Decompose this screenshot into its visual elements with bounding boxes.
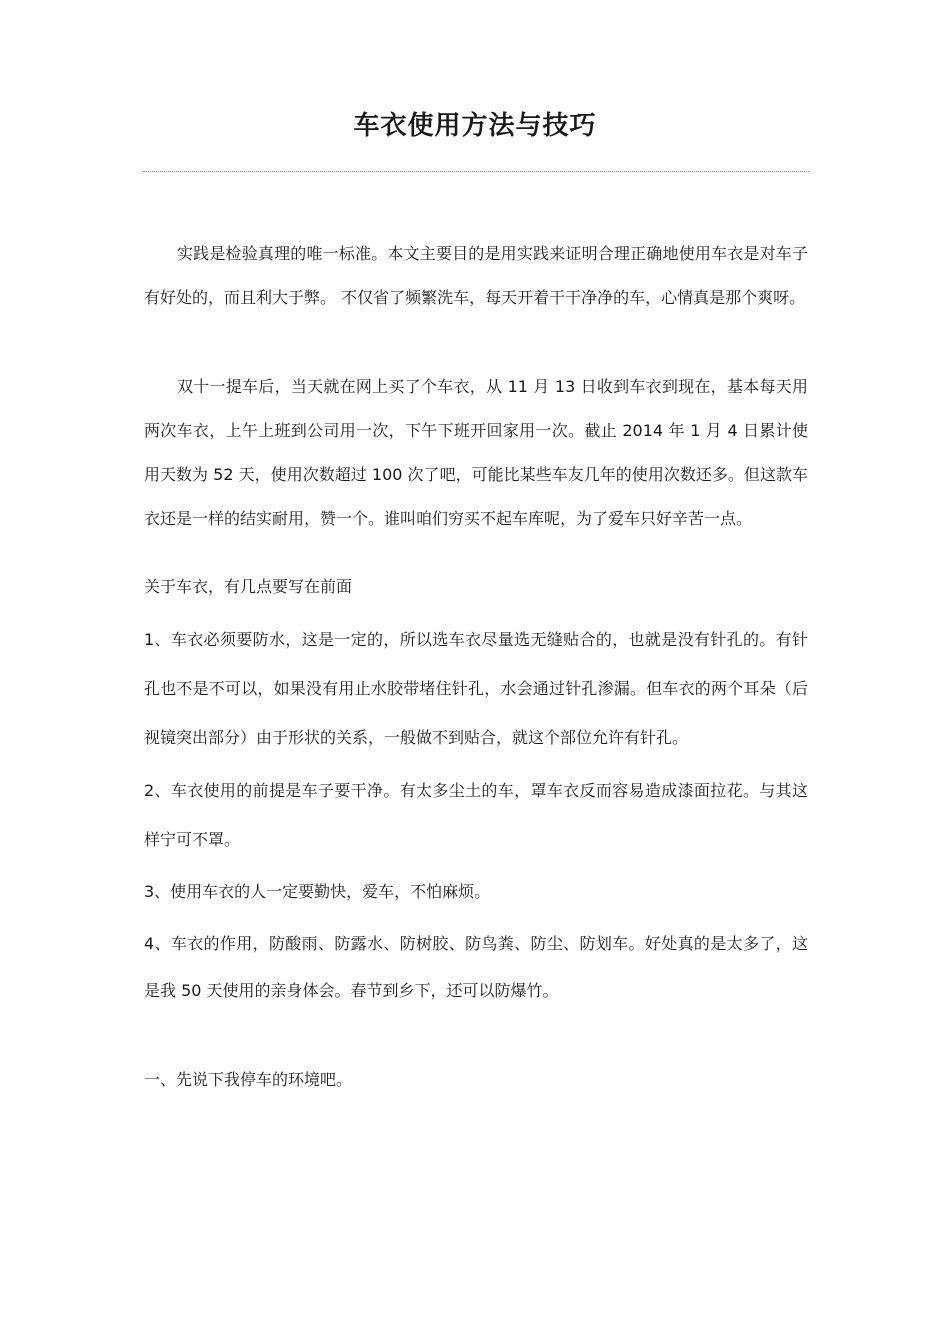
notes-heading: 关于车衣，有几点要写在前面 — [144, 577, 353, 596]
document-title: 车衣使用方法与技巧 — [353, 111, 597, 141]
intro-paragraph-1: 实践是检验真理的唯一标准。本文主要目的是用实践来证明合理正确地使用车衣是对车子有好处的，而且利大于弊。 不仅省了频繁洗车，每天开着干干净净的车，心情真是那个爽呀。 — [144, 244, 808, 307]
title-divider — [143, 171, 809, 172]
section-heading: 一、先说下我停车的环境吧。 — [144, 1070, 353, 1089]
note-item-2: 2、车衣使用的前提是车子要干净。有太多尘土的车，罩车衣反而容易造成漆面拉花。与其这样宁可不罩。 — [144, 781, 808, 849]
document-body — [144, 232, 808, 1102]
intro-paragraph-2: 双十一提车后，当天就在网上买了个车衣，从 11 月 13 日收到车衣到现在，基本每天用两次车衣，上午上班到公司用一次，下午下班开回家用一次。截止 2014 年 1 月 4 日累计使用天数为 52 天，使用次数超过 100 次了吧，可能比某些车友几年的使用次数还多。但这款车衣还是一样的结实耐用，赞一个。谁叫咱们穷买不起车库呢，为了爱车只好辛苦一点。 — [144, 377, 808, 528]
note-item-3: 3、使用车衣的人一定要勤快，爱车，不怕麻烦。 — [144, 882, 491, 901]
note-item-4: 4、车衣的作用，防酸雨、防露水、防树胶、防鸟粪、防尘、防划车。好处真的是太多了，这是我 50 天使用的亲身体会。春节到乡下，还可以防爆竹。 — [144, 934, 808, 1000]
note-item-1: 1、车衣必须要防水，这是一定的，所以选车衣尽量选无缝贴合的，也就是没有针孔的。有针孔也不是不可以，如果没有用止水胶带堵住针孔，水会通过针孔渗漏。但车衣的两个耳朵（后视镜突出部分）由于形状的关系，一般做不到贴合，就这个部位允许有针孔。 — [144, 630, 808, 747]
